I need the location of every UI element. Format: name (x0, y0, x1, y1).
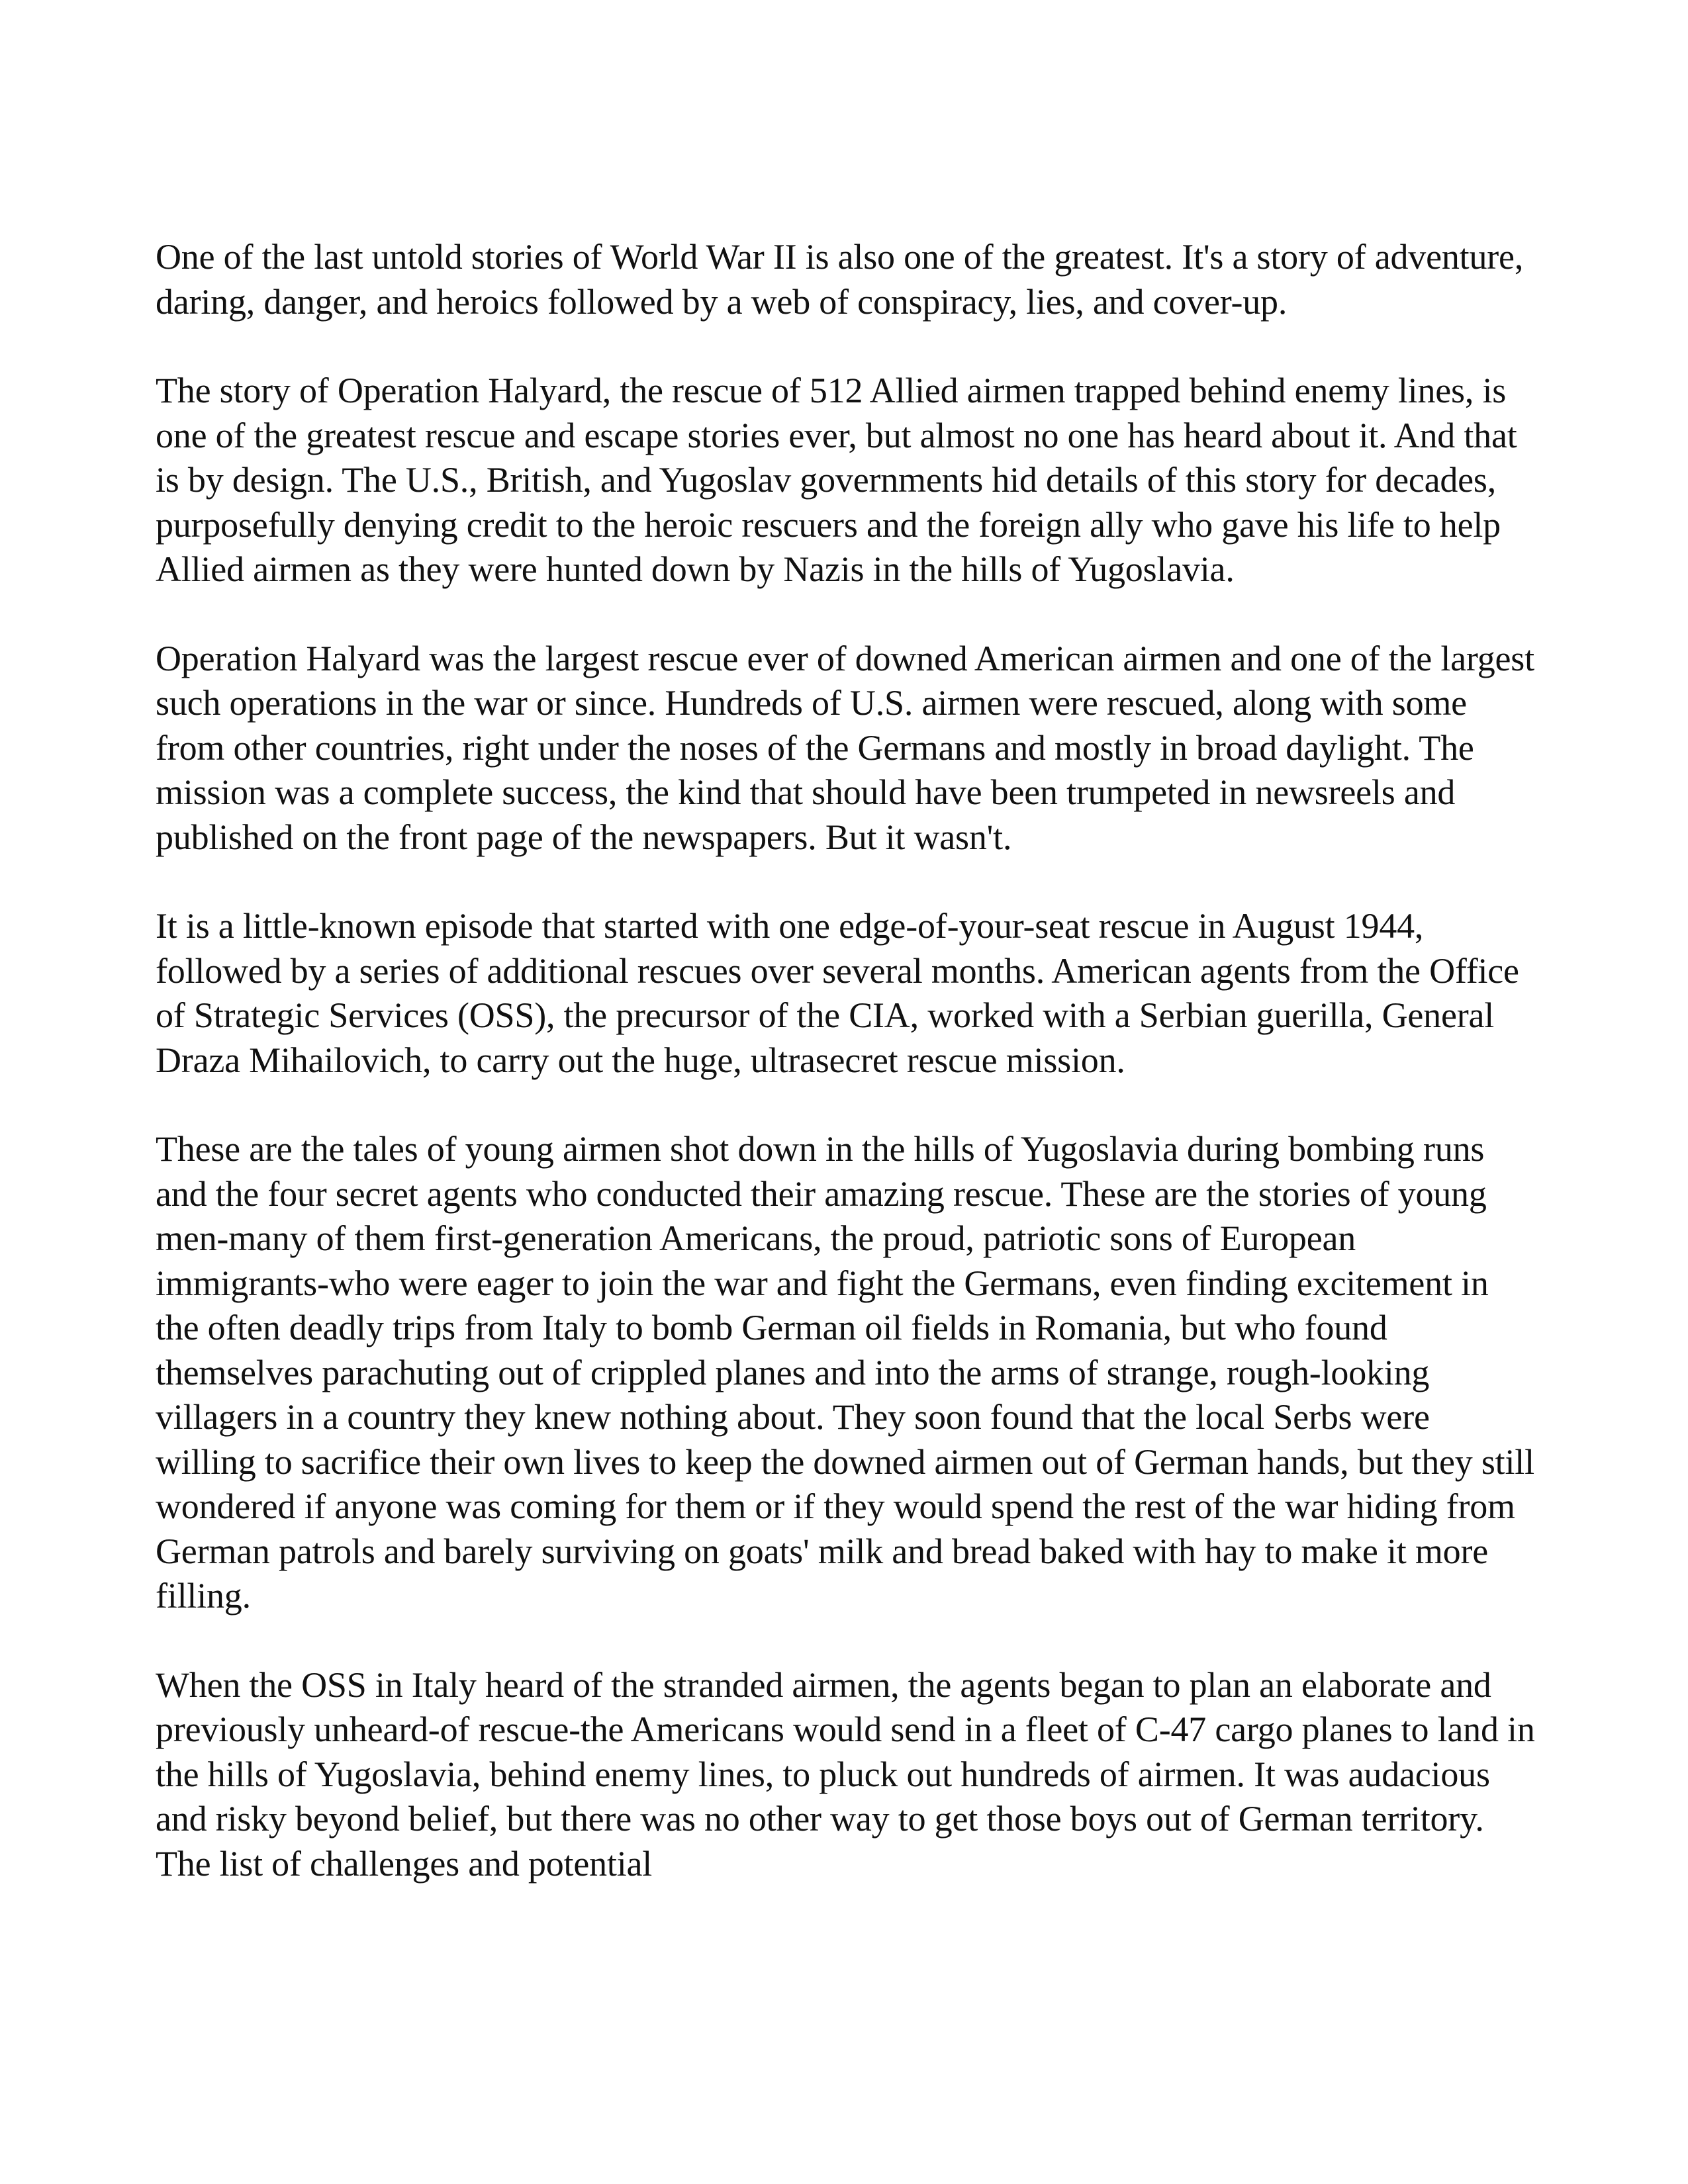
paragraph-2: The story of Operation Halyard, the rescue of 512 Allied airmen trapped behind enemy lines, is one of the greatest rescue and escape stories ever, but almost no one has heard about it. And that is by design. The U.S., British, and Yugoslav governments hid details of this story for decades, purposefully denying credit to the heroic rescuers and the foreign ally who gave his life to help Allied airmen as they were hunted down by Nazis in the hills of Yugoslavia. (156, 371, 1517, 589)
paragraph-5: These are the tales of young airmen shot down in the hills of Yugoslavia during bombing runs and the four secret agents who conducted their amazing rescue. These are the stories of young men-many of them first-generation Americans, the proud, patriotic sons of European immigrants-who were eager to join the war and fight the Germans, even finding excitement in the often deadly trips from Italy to bomb German oil fields in Romania, but who found themselves parachuting out of crippled planes and into the arms of strange, rough-looking villagers in a country they knew nothing about. They soon found that the local Serbs were willing to sacrifice their own lives to keep the downed airmen out of German hands, but they still wondered if anyone was coming for them or if they would spend the rest of the war hiding from German patrols and barely surviving on goats' milk and bread baked with hay to make it more filling. (156, 1129, 1534, 1615)
paragraph-3: Operation Halyard was the largest rescue ever of downed American airmen and one of the largest such operations in the war or since. Hundreds of U.S. airmen were rescued, along with some from other countries, right under the noses of the Germans and mostly in broad daylight. The mission was a complete success, the kind that should have been trumpeted in newsreels and published on the front page of the newspapers. But it wasn't. (156, 638, 1534, 857)
body-text (156, 235, 1536, 1931)
paragraph-1: One of the last untold stories of World War II is also one of the greatest. It's a story of adventure, daring, danger, and heroics followed by a web of conspiracy, lies, and cover-up. (156, 237, 1524, 322)
paragraph-4: It is a little-known episode that started with one edge-of-your-seat rescue in August 1944, followed by a series of additional rescues over several months. American agents from the Office of Strategic Services (OSS), the precursor of the CIA, worked with a Serbian guerilla, General Draza Mihailovich, to carry out the huge, ultrasecret rescue mission. (156, 906, 1519, 1080)
paragraph-6: When the OSS in Italy heard of the stranded airmen, the agents began to plan an elaborate and previously unheard-of rescue-the Americans would send in a fleet of C-47 cargo planes to land in the hills of Yugoslavia, behind enemy lines, to pluck out hundreds of airmen. It was audacious and risky beyond belief, but there was no other way to get those boys out of German territory. The list of challenges and potential (156, 1664, 1535, 1884)
